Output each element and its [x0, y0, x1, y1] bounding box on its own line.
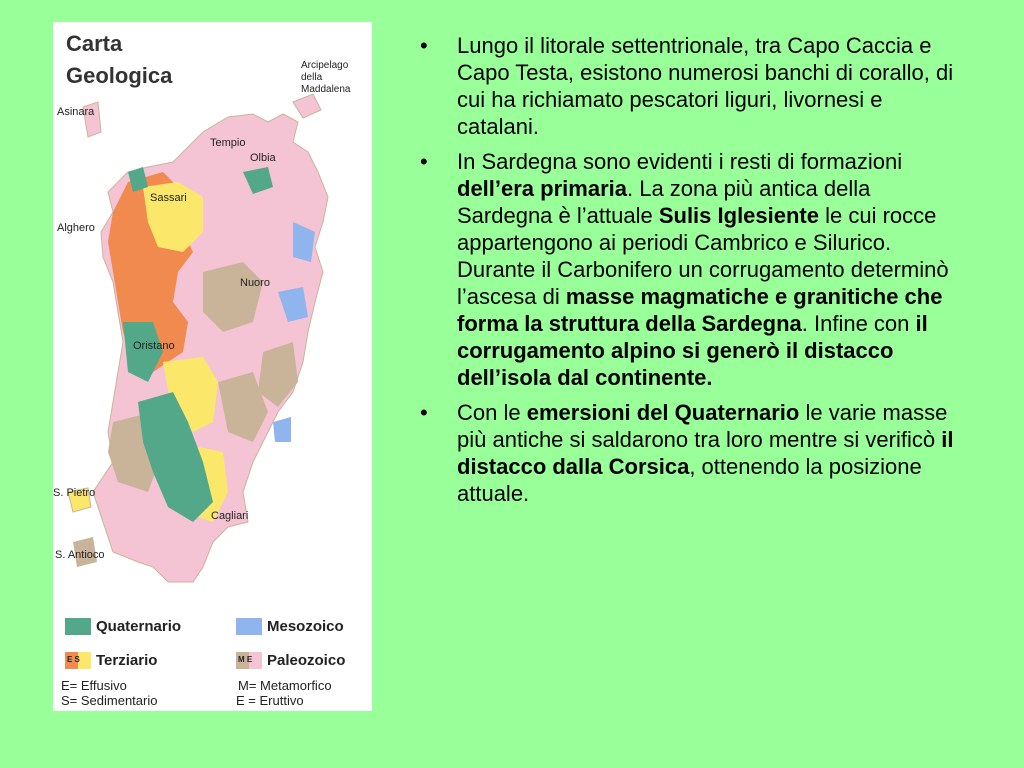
map-title-line2: Geologica [66, 63, 173, 88]
bullet-3-text [457, 399, 967, 507]
archipelago-label-line1: Arcipelago [301, 60, 349, 71]
place-tempio: Tempio [210, 137, 246, 149]
bullet-dot: • [420, 33, 428, 58]
bullet-2-seg-1: dell’era primaria [457, 176, 627, 201]
archipelago-label-line3: Maddalena [301, 84, 351, 95]
bullet-2-seg-0: In Sardegna sono evidenti i resti di formazioni [457, 149, 903, 174]
bullet-2-seg-2: . La zona più antica della Sardegna è l’attuale [457, 176, 871, 228]
legend-paleozoico: Paleozoico [267, 652, 346, 669]
place-oristano: Oristano [133, 340, 175, 352]
bullet-2-seg-3: Sulis Iglesiente [658, 203, 819, 228]
bullet-3-seg-3: il distacco dalla Corsica [457, 427, 954, 479]
key-eruttivo: E = Eruttivo [236, 693, 304, 708]
legend-paleozoico-marks: M E [238, 655, 253, 664]
bullet-2-seg-4: le cui rocce appartengono ai periodi Cambrico e Silurico. Durante il Carbonifero un corrugamento determinò l’ascesa di [457, 203, 949, 309]
bullet-2 [420, 148, 980, 391]
place-asinara: Asinara [57, 106, 95, 118]
bullet-3 [420, 399, 980, 507]
key-effusivo: E= Effusivo [61, 678, 127, 693]
bullet-1-seg-0: Lungo il litorale settentrionale, tra Capo Caccia e Capo Testa, esistono numerosi banchi di corallo, di cui ha richiamato pescatori liguri, livornesi e catalani. [457, 33, 954, 139]
bullet-1-text [457, 32, 967, 140]
place-nuoro: Nuoro [240, 277, 270, 289]
key-sedimentario: S= Sedimentario [61, 693, 158, 708]
sardinia-map-graphic [53, 22, 372, 711]
place-alghero: Alghero [57, 222, 95, 234]
bullet-list [420, 32, 980, 515]
bullet-2-text [457, 148, 967, 391]
legend-quaternario: Quaternario [96, 618, 182, 635]
bullet-3-seg-1: emersioni del Quaternario [526, 400, 800, 425]
bullet-2-seg-6: . Infine con [801, 311, 916, 336]
archipelago-label-line2: della [301, 72, 323, 83]
map-title [66, 28, 172, 92]
place-s-pietro: S. Pietro [53, 487, 96, 499]
place-sassari: Sassari [150, 192, 187, 204]
legend-terziario: Terziario [96, 652, 158, 669]
place-s-antioco: S. Antioco [55, 549, 105, 561]
bullet-3-seg-4: , ottenendo la posizione attuale. [457, 454, 922, 506]
bullet-1 [420, 32, 980, 140]
bullet-2-seg-7: il corrugamento alpino si generò il distacco dell’isola dal continente. [457, 311, 928, 390]
bullet-3-seg-0: Con le [457, 400, 527, 425]
place-olbia: Olbia [250, 152, 276, 164]
bullet-3-seg-2: le varie masse più antiche si saldarono tra loro mentre si verificò [457, 400, 948, 452]
place-cagliari: Cagliari [211, 510, 249, 522]
archipelago-label [301, 60, 350, 96]
legend-mesozoico: Mesozoico [267, 618, 344, 635]
bullet-2-seg-5: masse magmatiche e granitiche che forma la struttura della Sardegna [457, 284, 943, 336]
geological-map [53, 22, 372, 711]
map-title-line1: Carta [66, 31, 123, 56]
bullet-dot: • [420, 400, 428, 425]
legend-terziario-marks: E S [67, 655, 80, 664]
bullet-dot: • [420, 149, 428, 174]
key-metamorfico: M= Metamorfico [238, 678, 332, 693]
